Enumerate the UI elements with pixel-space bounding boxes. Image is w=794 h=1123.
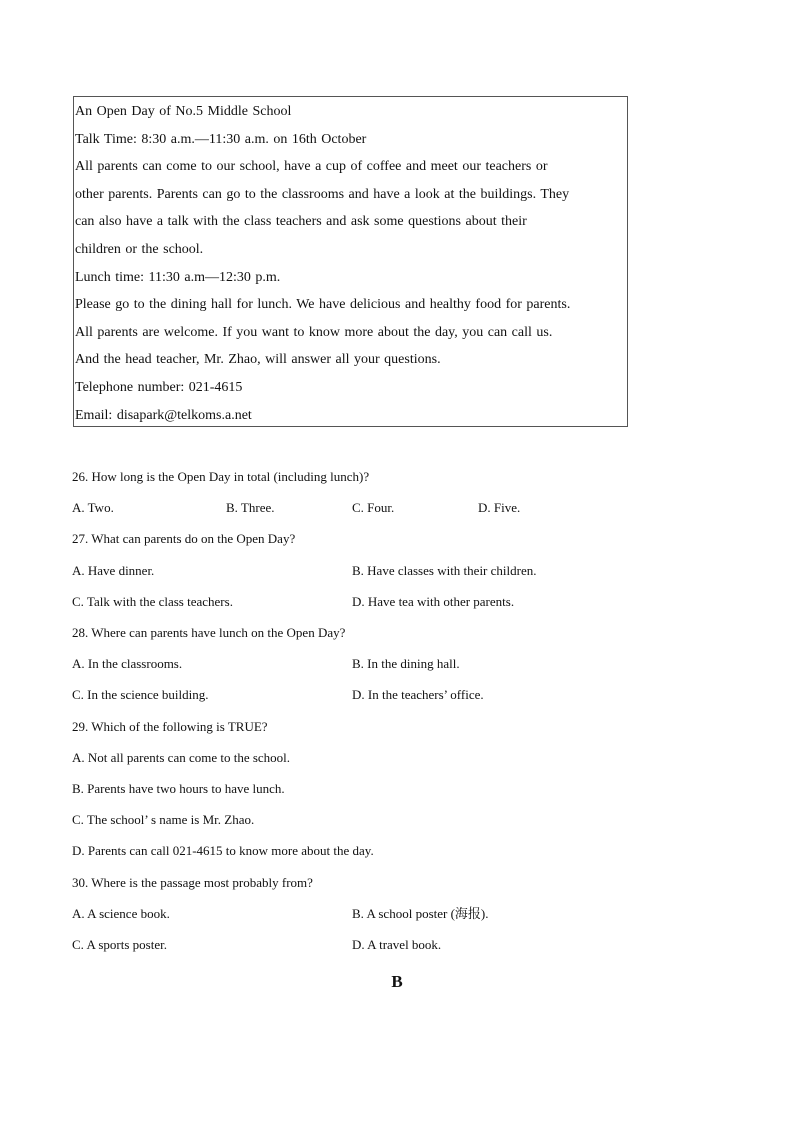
- option-b: B. Parents have two hours to have lunch.: [72, 781, 285, 796]
- question-text: Which of the following is TRUE?: [88, 719, 268, 734]
- notice-body-line: And the head teacher, Mr. Zhao, will answer all your questions.: [75, 352, 441, 368]
- option-d: D. In the teachers’ office.: [352, 687, 484, 702]
- question-text: What can parents do on the Open Day?: [88, 531, 296, 546]
- option-c: C. In the science building.: [72, 687, 209, 702]
- notice-body-line: other parents. Parents can go to the classrooms and have a look at the buildings. They: [75, 186, 570, 202]
- option-b: B. Have classes with their children.: [352, 563, 537, 578]
- question-number: 30.: [72, 875, 89, 890]
- notice-body-line: can also have a talk with the class teachers and ask some questions about their: [75, 214, 527, 230]
- question-text: Where is the passage most probably from?: [88, 875, 313, 890]
- option-d: D. Five.: [478, 500, 521, 515]
- notice-title: An Open Day of No.5 Middle School: [75, 104, 292, 119]
- question-number: 28.: [72, 625, 89, 640]
- option-a: A. In the classrooms.: [72, 656, 183, 671]
- question-text: Where can parents have lunch on the Open Day?: [88, 625, 346, 640]
- question-number: 29.: [72, 719, 89, 734]
- notice-body-line: Please go to the dining hall for lunch. We have delicious and healthy food for parents.: [75, 297, 571, 313]
- notice-body-line: All parents are welcome. If you want to know more about the day, you can call us.: [75, 324, 553, 340]
- option-a: A. Not all parents can come to the school.: [72, 750, 291, 765]
- notice-body-line: All parents can come to our school, have a cup of coffee and meet our teachers or: [75, 159, 548, 175]
- question-30: [72, 875, 313, 891]
- option-a: A. Two.: [72, 500, 114, 515]
- notice-telephone: Telephone number: 021-4615: [75, 379, 243, 395]
- option-c: C. A sports poster.: [72, 937, 167, 952]
- option-b: B. A school poster (海报).: [352, 906, 489, 921]
- notice-body-line: children or the school.: [75, 241, 204, 257]
- option-d: D. A travel book.: [352, 937, 442, 952]
- option-d: D. Parents can call 021-4615 to know more about the day.: [72, 843, 374, 858]
- option-d: D. Have tea with other parents.: [352, 594, 515, 609]
- section-heading-b: B: [391, 972, 403, 991]
- question-27: [72, 531, 295, 547]
- question-28: [72, 625, 345, 641]
- notice-talk-time: Talk Time: 8:30 a.m.—11:30 a.m. on 16th October: [75, 131, 367, 147]
- option-a: A. A science book.: [72, 906, 170, 921]
- option-c: C. The school’ s name is Mr. Zhao.: [72, 812, 255, 827]
- question-number: 26.: [72, 469, 89, 484]
- option-b: B. In the dining hall.: [352, 656, 460, 671]
- option-c: C. Talk with the class teachers.: [72, 594, 233, 609]
- notice-email: Email: disapark@telkoms.a.net: [75, 407, 252, 423]
- notice-lunch-time: Lunch time: 11:30 a.m—12:30 p.m.: [75, 269, 281, 285]
- question-number: 27.: [72, 531, 89, 546]
- question-26: [72, 469, 369, 485]
- question-text: How long is the Open Day in total (including lunch)?: [88, 469, 370, 484]
- open-day-notice-box: [73, 96, 628, 427]
- option-b: B. Three.: [226, 500, 275, 515]
- option-c: C. Four.: [352, 500, 395, 515]
- option-a: A. Have dinner.: [72, 563, 155, 578]
- question-29: [72, 719, 268, 735]
